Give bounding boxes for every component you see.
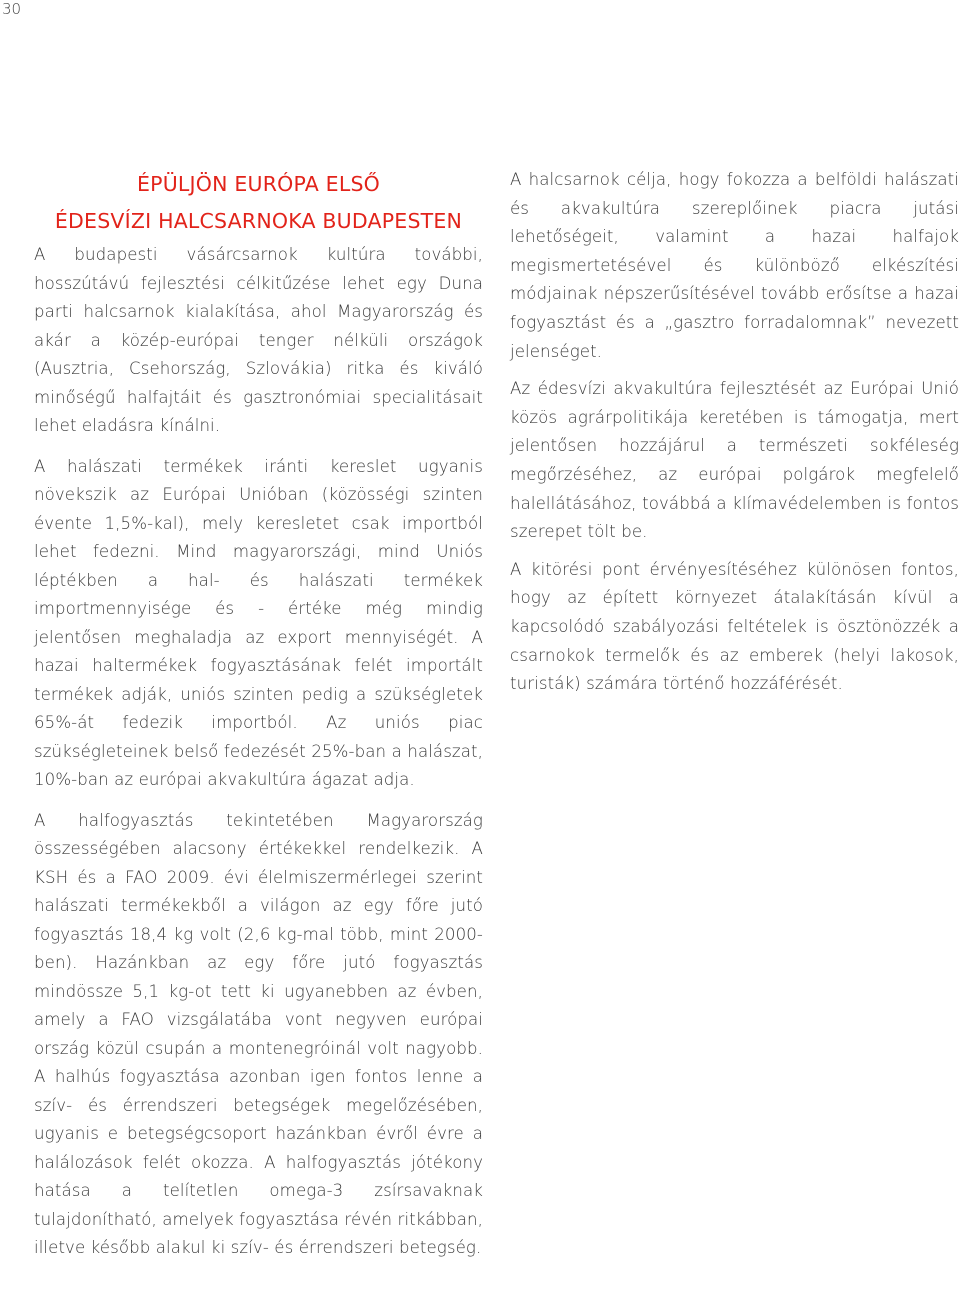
right-column — [510, 166, 959, 699]
right-paragraph-1: A halcsarnok célja, hogy fokozza a belföldi halászati és akvakultúra szereplőinek piacra jutási lehetőségeit, valamint a hazai halfajok megismertetésével és különböző elkészítési módjainak népszerűsítésével tovább erősítse a hazai fogyasztást és a „gasztro forradalomnak” nevezett jelenséget. — [510, 170, 959, 361]
left-paragraph-3: A halfogyasztás tekintetében Magyarország összességében alacsony értékekkel rendelkezik. A KSH és a FAO 2009. évi élelmiszermérlegei szerint halászati termékekből a világon az egy főre jutó fogyasztás 18,4 kg volt (2,6 kg-mal több, mint 2000-ben). Hazánkban az egy főre jutó fogyasztás mindössze 5,1 kg-ot tett ki ugyanebben az évben, amely a FAO vizsgálatába vont negyven európai ország közül csupán a montenegróinál volt nagyobb. A halhús fogyasztása azonban igen fontos lenne a szív- és érrendszeri betegségek megelőzésében, ugyanis e betegségcsoport hazánkban évről évre a halálozások felét okozza. A halfogyasztás jótékony hatása a telítetlen omega-3 zsírsavaknak tulajdonítható, amelyek fogyasztása révén ritkábban, illetve később alakul ki szív- és érrendszeri betegség. — [34, 810, 483, 1257]
right-paragraph-3: A kitörési pont érvényesítéséhez különösen fontos, hogy az épített környezet átalakításán kívül a kapcsolódó szabályozási feltételek is ösztönözzék a csarnokok termelők és az emberek (helyi lakosok, turisták) számára történő hozzáférését. — [510, 559, 959, 694]
right-paragraph-2: Az édesvízi akvakultúra fejlesztését az Európai Unió közös agrárpolitikája keretében is támogatja, mert jelentősen hozzájárul a természeti sokféleség megőrzéséhez, az európai polgárok megfelelő halellátásához, továbbá a klímavédelemben is fontos szerepet tölt be. — [510, 379, 959, 542]
page-title-line-2: ÉDESVÍZI HALCSARNOKA BUDAPESTEN — [54, 209, 463, 233]
page-number: 30 — [2, 0, 22, 18]
left-column — [34, 166, 483, 1263]
left-paragraph-1: A budapesti vásárcsarnok kultúra további, hosszútávú fejlesztési célkitűzése lehet egy Duna parti halcsarnok kialakítása, ahol Magyarország és akár a közép-európai tenger nélküli országok (Ausztria, Csehország, Szlovákia) ritka és kiváló minőségű halfajtáit és gasztronómiai specialitásait lehet eladásra kínálni. — [34, 245, 483, 435]
page-title — [34, 166, 483, 240]
left-paragraph-2: A halászati termékek iránti kereslet ugyanis növekszik az Európai Unióban (közösségi szinten évente 1,5%-kal), mely keresletet csak importból lehet fedezni. Mind magyarországi, mind Uniós léptékben a hal- és halászati termékek importmennyisége és - értéke még mindig jelentősen meghaladja az export mennyiségét. A hazai haltermékek fogyasztásának felét importált termékek adják, uniós szinten pedig a szükségletek 65%-át fedezik importból. Az uniós piac szükségleteinek belső fedezését 25%-ban a halászat, 10%-ban az európai akvakultúra ágazat adja. — [34, 456, 483, 789]
page-title-line-1: ÉPÜLJÖN EURÓPA ELSŐ — [136, 172, 381, 196]
